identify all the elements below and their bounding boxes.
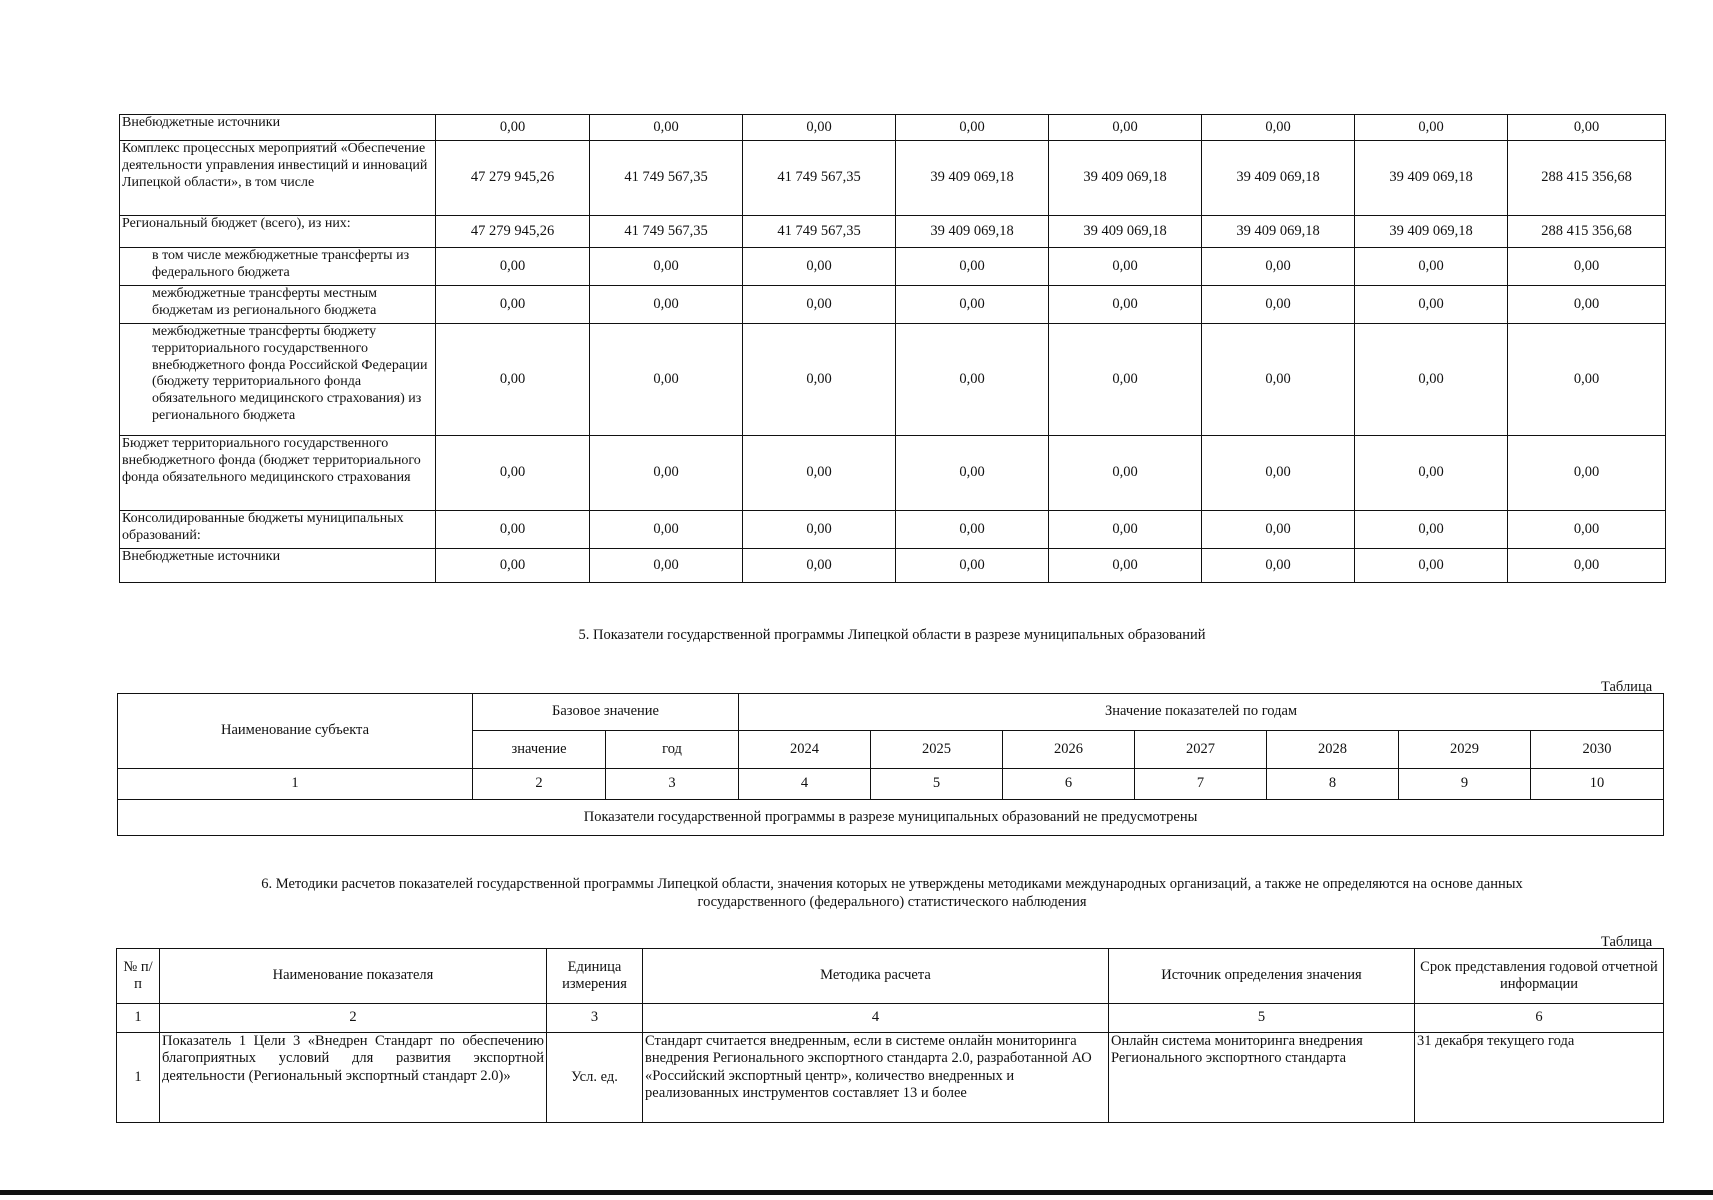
header-year-2026: 2026 xyxy=(1003,731,1135,769)
header-values-by-years: Значение показателей по годам xyxy=(739,694,1664,731)
budget-value: 288 415 356,68 xyxy=(1508,141,1666,216)
section5-table-label: Таблица xyxy=(1601,679,1653,695)
budget-value: 0,00 xyxy=(896,511,1049,549)
budget-value: 0,00 xyxy=(436,324,590,436)
indicator-method: Стандарт считается внедренным, если в системе онлайн мониторинга внедрения Регионального экспортного стандарта 2.0, разработанной АО «Российский экспортный центр», количество внедренных и реализованных инструментов составляет 13 и более xyxy=(643,1033,1109,1123)
budget-row-label: Консолидированные бюджеты муниципальных образований: xyxy=(120,511,436,549)
budget-row xyxy=(120,436,1666,511)
column-number: 8 xyxy=(1267,769,1399,800)
budget-value: 39 409 069,18 xyxy=(1049,141,1202,216)
budget-value: 0,00 xyxy=(743,549,896,583)
column-number: 4 xyxy=(739,769,871,800)
budget-value: 0,00 xyxy=(743,436,896,511)
budget-value: 0,00 xyxy=(590,549,743,583)
header-value: значение xyxy=(473,731,606,769)
budget-value: 0,00 xyxy=(896,436,1049,511)
budget-value: 0,00 xyxy=(896,115,1049,141)
budget-value: 0,00 xyxy=(1355,324,1508,436)
budget-value: 41 749 567,35 xyxy=(743,141,896,216)
section5-title: 5. Показатели государственной программы Липецкой области в разрезе муниципальных образований xyxy=(578,627,1206,643)
header-base-value: Базовое значение xyxy=(473,694,739,731)
budget-value: 0,00 xyxy=(1355,549,1508,583)
budget-value: 0,00 xyxy=(743,511,896,549)
column-number: 7 xyxy=(1135,769,1267,800)
column-number: 2 xyxy=(473,769,606,800)
budget-value: 0,00 xyxy=(896,248,1049,286)
budget-value: 0,00 xyxy=(1049,511,1202,549)
budget-row-label: межбюджетные трансферты бюджету территориального государственного внебюджетного фонда Российской Федерации (бюджету территориального фонда обязательного медицинского страхования) из регионального бюджета xyxy=(120,324,436,436)
budget-row xyxy=(120,549,1666,583)
header-year-2025: 2025 xyxy=(871,731,1003,769)
budget-row xyxy=(120,141,1666,216)
methods-table xyxy=(116,948,1664,1123)
budget-row xyxy=(120,511,1666,549)
budget-row xyxy=(120,248,1666,286)
budget-value: 0,00 xyxy=(590,436,743,511)
column-number: 10 xyxy=(1531,769,1664,800)
budget-value: 0,00 xyxy=(1355,115,1508,141)
budget-table xyxy=(119,114,1666,583)
budget-value: 0,00 xyxy=(1202,436,1355,511)
budget-value: 0,00 xyxy=(1508,436,1666,511)
budget-value: 0,00 xyxy=(1355,511,1508,549)
budget-value: 0,00 xyxy=(1049,549,1202,583)
budget-value: 0,00 xyxy=(1508,324,1666,436)
section6-title-line1: 6. Методики расчетов показателей государственной программы Липецкой области, значения которых не утверждены методиками международных организаций, а также не определяются на основе данных xyxy=(261,876,1523,892)
header-num: № п/п xyxy=(117,949,160,1004)
header-indicator-name: Наименование показателя xyxy=(160,949,547,1004)
header-year-2027: 2027 xyxy=(1135,731,1267,769)
header-year: год xyxy=(606,731,739,769)
budget-value: 39 409 069,18 xyxy=(1355,216,1508,248)
section6-title-line2: государственного (федерального) статистического наблюдения xyxy=(697,894,1087,911)
budget-value: 47 279 945,26 xyxy=(436,216,590,248)
budget-value: 0,00 xyxy=(1049,324,1202,436)
header-year-2030: 2030 xyxy=(1531,731,1664,769)
budget-table-body xyxy=(120,115,1666,583)
budget-value: 0,00 xyxy=(1202,549,1355,583)
budget-value: 0,00 xyxy=(896,549,1049,583)
budget-value: 0,00 xyxy=(1202,115,1355,141)
budget-row xyxy=(120,324,1666,436)
section6-table-label: Таблица xyxy=(1601,934,1653,950)
budget-value: 0,00 xyxy=(1508,115,1666,141)
budget-value: 0,00 xyxy=(1355,248,1508,286)
bottom-scan-border xyxy=(0,1190,1713,1195)
header-method: Методика расчета xyxy=(643,949,1109,1004)
budget-value: 0,00 xyxy=(1202,286,1355,324)
indicators-note: Показатели государственной программы в разрезе муниципальных образований не предусмотрены xyxy=(118,800,1664,836)
budget-value: 47 279 945,26 xyxy=(436,141,590,216)
budget-row xyxy=(120,115,1666,141)
column-number: 6 xyxy=(1003,769,1135,800)
budget-value: 0,00 xyxy=(436,436,590,511)
budget-value: 0,00 xyxy=(1508,248,1666,286)
column-number: 1 xyxy=(118,769,473,800)
indicator-name: Показатель 1 Цели 3 «Внедрен Стандарт по обеспечению благоприятных условий для развития экспортной деятельности (Региональный экспортный стандарт 2.0)» xyxy=(160,1033,547,1123)
budget-value: 39 409 069,18 xyxy=(1202,216,1355,248)
budget-value: 39 409 069,18 xyxy=(1355,141,1508,216)
budget-row-label: Внебюджетные источники xyxy=(120,549,436,583)
budget-value: 0,00 xyxy=(590,324,743,436)
budget-value: 0,00 xyxy=(1202,511,1355,549)
budget-value: 288 415 356,68 xyxy=(1508,216,1666,248)
budget-value: 0,00 xyxy=(590,248,743,286)
budget-row-label: Комплекс процессных мероприятий «Обеспечение деятельности управления инвестиций и инноваций Липецкой области», в том числе xyxy=(120,141,436,216)
budget-value: 41 749 567,35 xyxy=(590,216,743,248)
column-number: 6 xyxy=(1415,1004,1664,1033)
budget-value: 0,00 xyxy=(1049,436,1202,511)
header-source: Источник определения значения xyxy=(1109,949,1415,1004)
budget-row-label: Региональный бюджет (всего), из них: xyxy=(120,216,436,248)
budget-value: 41 749 567,35 xyxy=(590,141,743,216)
budget-value: 0,00 xyxy=(1049,115,1202,141)
indicators-table xyxy=(117,693,1664,836)
budget-row-label: межбюджетные трансферты местным бюджетам из регионального бюджета xyxy=(120,286,436,324)
budget-row xyxy=(120,216,1666,248)
budget-value: 0,00 xyxy=(743,248,896,286)
budget-value: 0,00 xyxy=(743,115,896,141)
budget-value: 0,00 xyxy=(1508,549,1666,583)
budget-value: 39 409 069,18 xyxy=(1049,216,1202,248)
budget-value: 0,00 xyxy=(436,248,590,286)
column-number: 9 xyxy=(1399,769,1531,800)
budget-value: 0,00 xyxy=(590,511,743,549)
budget-value: 0,00 xyxy=(436,511,590,549)
header-subject: Наименование субъекта xyxy=(118,694,473,769)
budget-value: 0,00 xyxy=(436,115,590,141)
row-number: 1 xyxy=(117,1033,160,1123)
header-year-2029: 2029 xyxy=(1399,731,1531,769)
budget-value: 0,00 xyxy=(1355,286,1508,324)
budget-value: 0,00 xyxy=(590,286,743,324)
budget-value: 0,00 xyxy=(1355,436,1508,511)
budget-row-label: Внебюджетные источники xyxy=(120,115,436,141)
column-number: 3 xyxy=(606,769,739,800)
header-year-2028: 2028 xyxy=(1267,731,1399,769)
budget-value: 41 749 567,35 xyxy=(743,216,896,248)
indicator-unit: Усл. ед. xyxy=(547,1033,643,1123)
budget-value: 0,00 xyxy=(1049,286,1202,324)
indicator-source: Онлайн система мониторинга внедрения Регионального экспортного стандарта xyxy=(1109,1033,1415,1123)
budget-value: 0,00 xyxy=(436,549,590,583)
budget-row xyxy=(120,286,1666,324)
column-number: 1 xyxy=(117,1004,160,1033)
budget-value: 0,00 xyxy=(436,286,590,324)
column-number: 5 xyxy=(1109,1004,1415,1033)
budget-value: 0,00 xyxy=(1202,248,1355,286)
budget-value: 0,00 xyxy=(590,115,743,141)
column-number: 2 xyxy=(160,1004,547,1033)
budget-value: 0,00 xyxy=(1202,324,1355,436)
budget-row-label: Бюджет территориального государственного внебюджетного фонда (бюджет территориального фонда обязательного медицинского страхования xyxy=(120,436,436,511)
budget-row-label: в том числе межбюджетные трансферты из федерального бюджета xyxy=(120,248,436,286)
budget-value: 39 409 069,18 xyxy=(896,216,1049,248)
budget-value: 39 409 069,18 xyxy=(1202,141,1355,216)
budget-value: 39 409 069,18 xyxy=(896,141,1049,216)
header-deadline: Срок представления годовой отчетной информации xyxy=(1415,949,1664,1004)
budget-value: 0,00 xyxy=(1508,511,1666,549)
budget-value: 0,00 xyxy=(896,286,1049,324)
column-number: 3 xyxy=(547,1004,643,1033)
budget-value: 0,00 xyxy=(743,324,896,436)
column-number: 5 xyxy=(871,769,1003,800)
budget-value: 0,00 xyxy=(743,286,896,324)
header-unit: Единица измерения xyxy=(547,949,643,1004)
budget-value: 0,00 xyxy=(896,324,1049,436)
budget-value: 0,00 xyxy=(1049,248,1202,286)
column-number: 4 xyxy=(643,1004,1109,1033)
header-year-2024: 2024 xyxy=(739,731,871,769)
budget-value: 0,00 xyxy=(1508,286,1666,324)
indicator-deadline: 31 декабря текущего года xyxy=(1415,1033,1664,1123)
section6-title xyxy=(119,875,1665,911)
